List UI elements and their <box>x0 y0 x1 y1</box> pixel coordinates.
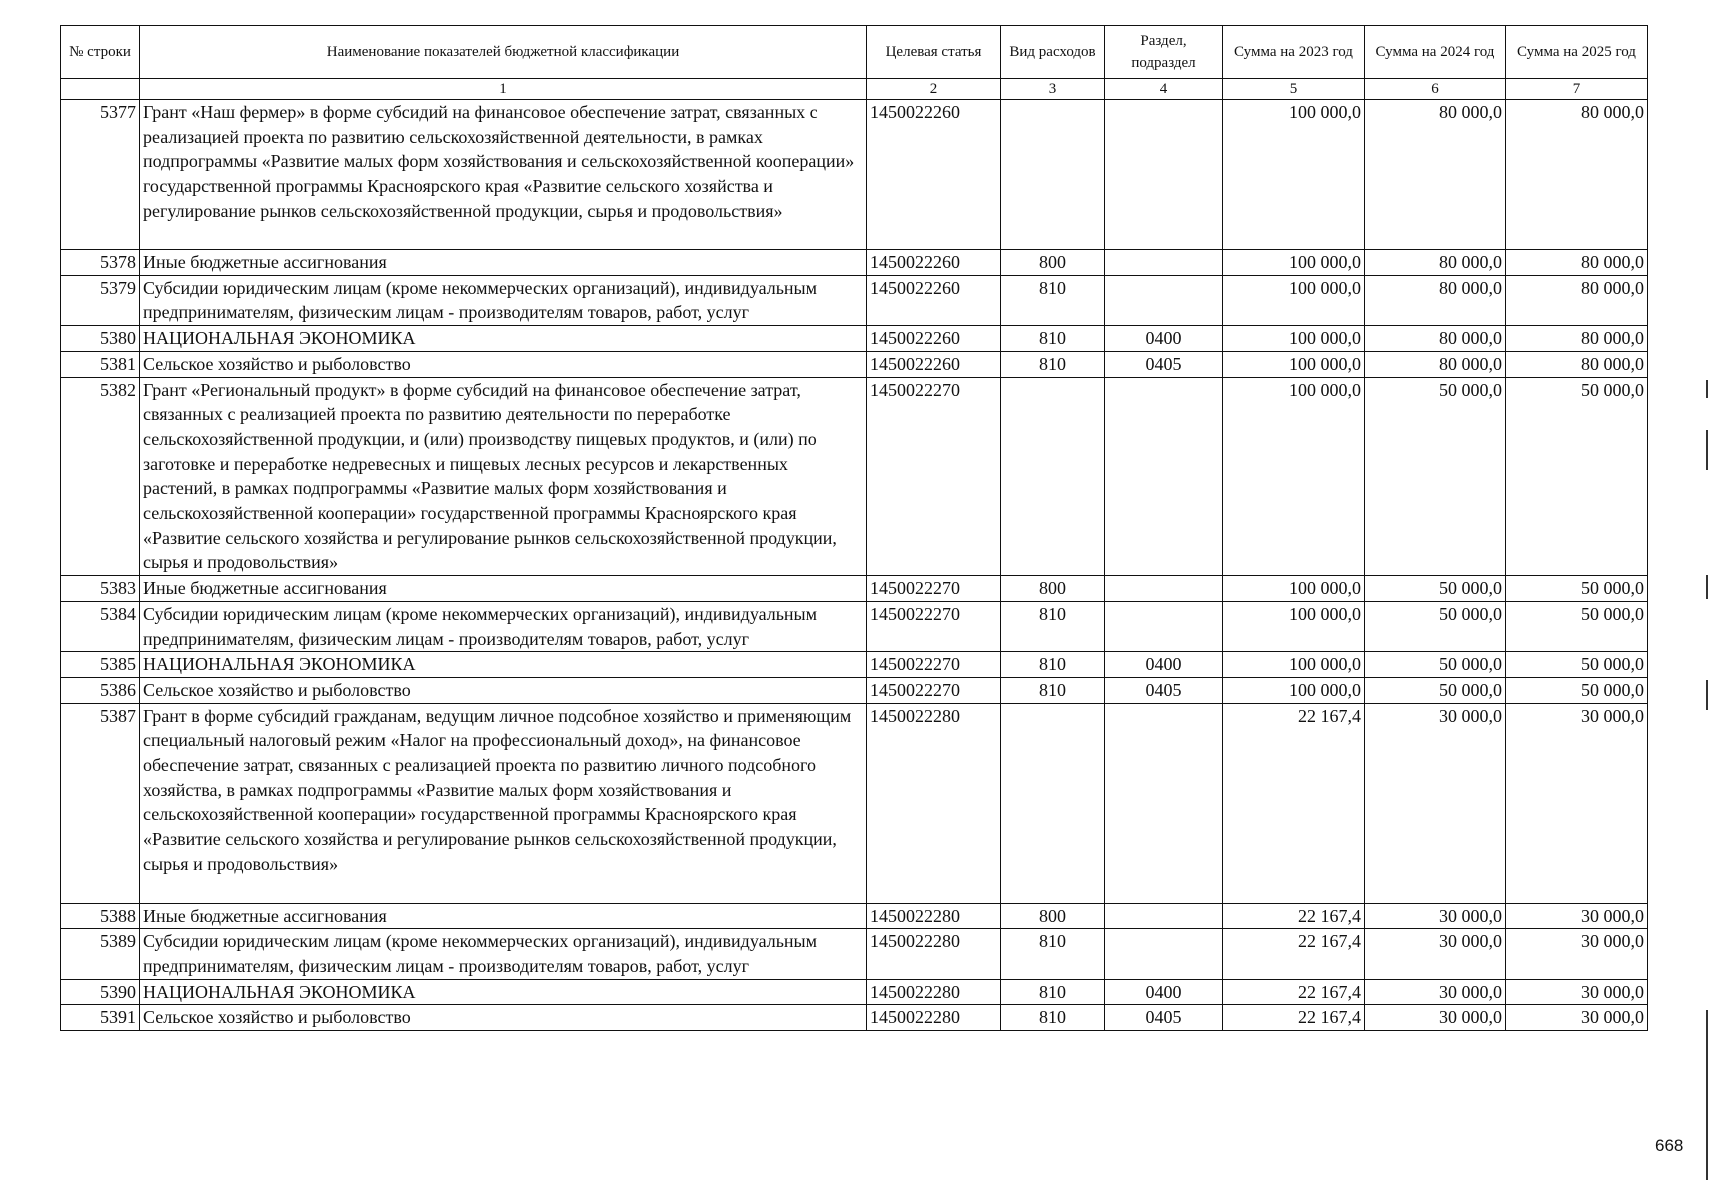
page-number: 668 <box>1655 1136 1684 1155</box>
expense-type: 800 <box>1001 576 1105 602</box>
row-number: 5389 <box>61 929 140 979</box>
section-code: 0405 <box>1105 677 1223 703</box>
target-article: 1450022280 <box>867 979 1001 1005</box>
amount-2023: 22 167,4 <box>1223 929 1365 979</box>
table-row <box>61 601 1648 651</box>
expense-type: 810 <box>1001 652 1105 678</box>
expense-type: 810 <box>1001 326 1105 352</box>
target-article: 1450022270 <box>867 601 1001 651</box>
column-number: 7 <box>1506 79 1648 100</box>
section-code: 0400 <box>1105 326 1223 352</box>
amount-2023: 100 000,0 <box>1223 377 1365 576</box>
table-row <box>61 979 1648 1005</box>
indicator-name: НАЦИОНАЛЬНАЯ ЭКОНОМИКА <box>140 326 867 352</box>
section-code <box>1105 903 1223 929</box>
header-section: Раздел, подраздел <box>1105 26 1223 79</box>
amount-2024: 30 000,0 <box>1365 979 1506 1005</box>
indicator-name: Сельское хозяйство и рыболовство <box>140 677 867 703</box>
expense-type: 810 <box>1001 601 1105 651</box>
column-number: 3 <box>1001 79 1105 100</box>
indicator-name: Субсидии юридическим лицам (кроме некоммерческих организаций), индивидуальным предпринимателям, физическим лицам - производителям товаров, работ, услуг <box>140 929 867 979</box>
table-row <box>61 903 1648 929</box>
expense-type: 810 <box>1001 979 1105 1005</box>
indicator-name: Грант «Региональный продукт» в форме субсидий на финансовое обеспечение затрат, связанных с реализацией проекта по развитию деятельности по переработке сельскохозяйственной продукции, и (или) производству пищевых продуктов, и (или) по заготовке и переработке недревесных и пищевых лесных ресурсов и лекарственных растений, в рамках подпрограммы «Развитие малых форм хозяйствования и сельскохозяйственной кооперации» государственной программы Красноярского края «Развитие сельского хозяйства и регулирование рынков сельскохозяйственной продукции, сырья и продовольствия» <box>140 377 867 576</box>
target-article: 1450022270 <box>867 677 1001 703</box>
section-code <box>1105 576 1223 602</box>
header-target: Целевая статья <box>867 26 1001 79</box>
amount-2024: 50 000,0 <box>1365 652 1506 678</box>
amount-2025: 30 000,0 <box>1506 703 1648 903</box>
header-row <box>61 26 1648 79</box>
table-row <box>61 326 1648 352</box>
amount-2024: 30 000,0 <box>1365 903 1506 929</box>
amount-2024: 80 000,0 <box>1365 275 1506 325</box>
amount-2023: 100 000,0 <box>1223 677 1365 703</box>
amount-2024: 80 000,0 <box>1365 326 1506 352</box>
row-number: 5388 <box>61 903 140 929</box>
indicator-name: Субсидии юридическим лицам (кроме некоммерческих организаций), индивидуальным предпринимателям, физическим лицам - производителям товаров, работ, услуг <box>140 275 867 325</box>
row-number: 5382 <box>61 377 140 576</box>
section-code: 0400 <box>1105 652 1223 678</box>
amount-2025: 80 000,0 <box>1506 351 1648 377</box>
header-sum-2024: Сумма на 2024 год <box>1365 26 1506 79</box>
expense-type: 810 <box>1001 1005 1105 1031</box>
row-number: 5380 <box>61 326 140 352</box>
indicator-name: Иные бюджетные ассигнования <box>140 903 867 929</box>
expense-type <box>1001 703 1105 903</box>
row-number: 5390 <box>61 979 140 1005</box>
column-number: 2 <box>867 79 1001 100</box>
amount-2023: 100 000,0 <box>1223 326 1365 352</box>
amount-2023: 100 000,0 <box>1223 601 1365 651</box>
table-row <box>61 576 1648 602</box>
row-number: 5378 <box>61 250 140 276</box>
amount-2023: 100 000,0 <box>1223 250 1365 276</box>
table-row <box>61 351 1648 377</box>
section-code: 0405 <box>1105 351 1223 377</box>
scan-edge-mark <box>1706 680 1708 710</box>
amount-2023: 100 000,0 <box>1223 100 1365 250</box>
section-code <box>1105 601 1223 651</box>
indicator-name: Грант в форме субсидий гражданам, ведущим личное подсобное хозяйство и применяющим специальный налоговый режим «Налог на профессиональный доход», на финансовое обеспечение затрат, связанных с реализацией проекта по развитию личного подсобного хозяйства, в рамках подпрограммы «Развитие малых форм хозяйствования и сельскохозяйственной кооперации» государственной программы Красноярского края «Развитие сельского хозяйства и регулирование рынков сельскохозяйственной продукции, сырья и продовольствия» <box>140 703 867 903</box>
table-row <box>61 929 1648 979</box>
amount-2025: 80 000,0 <box>1506 250 1648 276</box>
column-number <box>61 79 140 100</box>
amount-2023: 100 000,0 <box>1223 576 1365 602</box>
row-number: 5379 <box>61 275 140 325</box>
amount-2024: 80 000,0 <box>1365 250 1506 276</box>
target-article: 1450022280 <box>867 1005 1001 1031</box>
amount-2025: 80 000,0 <box>1506 100 1648 250</box>
expense-type: 810 <box>1001 275 1105 325</box>
amount-2025: 50 000,0 <box>1506 652 1648 678</box>
target-article: 1450022280 <box>867 903 1001 929</box>
indicator-name: Грант «Наш фермер» в форме субсидий на финансовое обеспечение затрат, связанных с реализацией проекта по развитию сельскохозяйственной деятельности, в рамках подпрограммы «Развитие малых форм хозяйствования и сельскохозяйственной кооперации» государственной программы Красноярского края «Развитие сельского хозяйства и регулирование рынков сельскохозяйственной продукции, сырья и продовольствия» <box>140 100 867 250</box>
column-number: 4 <box>1105 79 1223 100</box>
row-number: 5387 <box>61 703 140 903</box>
table-row <box>61 677 1648 703</box>
amount-2024: 30 000,0 <box>1365 929 1506 979</box>
amount-2023: 22 167,4 <box>1223 703 1365 903</box>
table-row <box>61 652 1648 678</box>
expense-type <box>1001 100 1105 250</box>
header-row-no: № строки <box>61 26 140 79</box>
target-article: 1450022260 <box>867 326 1001 352</box>
scan-edge-mark <box>1706 430 1708 470</box>
amount-2024: 50 000,0 <box>1365 576 1506 602</box>
indicator-name: Иные бюджетные ассигнования <box>140 576 867 602</box>
table-row <box>61 250 1648 276</box>
header-vid: Вид расходов <box>1001 26 1105 79</box>
row-number: 5383 <box>61 576 140 602</box>
amount-2023: 22 167,4 <box>1223 979 1365 1005</box>
section-code <box>1105 275 1223 325</box>
amount-2024: 50 000,0 <box>1365 377 1506 576</box>
amount-2025: 50 000,0 <box>1506 601 1648 651</box>
amount-2024: 50 000,0 <box>1365 601 1506 651</box>
amount-2025: 80 000,0 <box>1506 275 1648 325</box>
table-row <box>61 377 1648 576</box>
target-article: 1450022270 <box>867 377 1001 576</box>
section-code <box>1105 377 1223 576</box>
amount-2023: 22 167,4 <box>1223 1005 1365 1031</box>
table-row <box>61 703 1648 903</box>
column-number-row <box>61 79 1648 100</box>
expense-type: 810 <box>1001 351 1105 377</box>
section-code <box>1105 250 1223 276</box>
target-article: 1450022260 <box>867 100 1001 250</box>
section-code <box>1105 100 1223 250</box>
indicator-name: Сельское хозяйство и рыболовство <box>140 351 867 377</box>
table-row <box>61 275 1648 325</box>
row-number: 5381 <box>61 351 140 377</box>
table-row <box>61 100 1648 250</box>
target-article: 1450022260 <box>867 351 1001 377</box>
expense-type <box>1001 377 1105 576</box>
row-number: 5385 <box>61 652 140 678</box>
amount-2024: 80 000,0 <box>1365 100 1506 250</box>
section-code <box>1105 929 1223 979</box>
header-sum-2023: Сумма на 2023 год <box>1223 26 1365 79</box>
amount-2025: 50 000,0 <box>1506 576 1648 602</box>
indicator-name: НАЦИОНАЛЬНАЯ ЭКОНОМИКА <box>140 979 867 1005</box>
expense-type: 800 <box>1001 903 1105 929</box>
target-article: 1450022280 <box>867 703 1001 903</box>
target-article: 1450022270 <box>867 652 1001 678</box>
row-number: 5391 <box>61 1005 140 1031</box>
indicator-name: Субсидии юридическим лицам (кроме некоммерческих организаций), индивидуальным предпринимателям, физическим лицам - производителям товаров, работ, услуг <box>140 601 867 651</box>
row-number: 5377 <box>61 100 140 250</box>
amount-2025: 80 000,0 <box>1506 326 1648 352</box>
budget-table <box>60 25 1648 1031</box>
indicator-name: НАЦИОНАЛЬНАЯ ЭКОНОМИКА <box>140 652 867 678</box>
scan-edge-mark <box>1706 1010 1708 1180</box>
amount-2024: 30 000,0 <box>1365 703 1506 903</box>
section-code: 0405 <box>1105 1005 1223 1031</box>
amount-2023: 100 000,0 <box>1223 351 1365 377</box>
row-number: 5384 <box>61 601 140 651</box>
section-code <box>1105 703 1223 903</box>
target-article: 1450022270 <box>867 576 1001 602</box>
column-number: 1 <box>140 79 867 100</box>
column-number: 5 <box>1223 79 1365 100</box>
header-sum-2025: Сумма на 2025 год <box>1506 26 1648 79</box>
row-number: 5386 <box>61 677 140 703</box>
amount-2023: 100 000,0 <box>1223 652 1365 678</box>
column-number: 6 <box>1365 79 1506 100</box>
table-row <box>61 1005 1648 1031</box>
amount-2023: 22 167,4 <box>1223 903 1365 929</box>
amount-2025: 30 000,0 <box>1506 1005 1648 1031</box>
amount-2024: 30 000,0 <box>1365 1005 1506 1031</box>
amount-2025: 50 000,0 <box>1506 677 1648 703</box>
expense-type: 800 <box>1001 250 1105 276</box>
target-article: 1450022280 <box>867 929 1001 979</box>
section-code: 0400 <box>1105 979 1223 1005</box>
target-article: 1450022260 <box>867 250 1001 276</box>
indicator-name: Сельское хозяйство и рыболовство <box>140 1005 867 1031</box>
target-article: 1450022260 <box>867 275 1001 325</box>
scan-edge-mark <box>1706 575 1708 599</box>
amount-2025: 30 000,0 <box>1506 929 1648 979</box>
amount-2025: 30 000,0 <box>1506 903 1648 929</box>
expense-type: 810 <box>1001 929 1105 979</box>
scan-edge-mark <box>1706 380 1708 398</box>
expense-type: 810 <box>1001 677 1105 703</box>
amount-2025: 50 000,0 <box>1506 377 1648 576</box>
amount-2024: 80 000,0 <box>1365 351 1506 377</box>
indicator-name: Иные бюджетные ассигнования <box>140 250 867 276</box>
header-name: Наименование показателей бюджетной классификации <box>140 26 867 79</box>
amount-2025: 30 000,0 <box>1506 979 1648 1005</box>
amount-2024: 50 000,0 <box>1365 677 1506 703</box>
amount-2023: 100 000,0 <box>1223 275 1365 325</box>
